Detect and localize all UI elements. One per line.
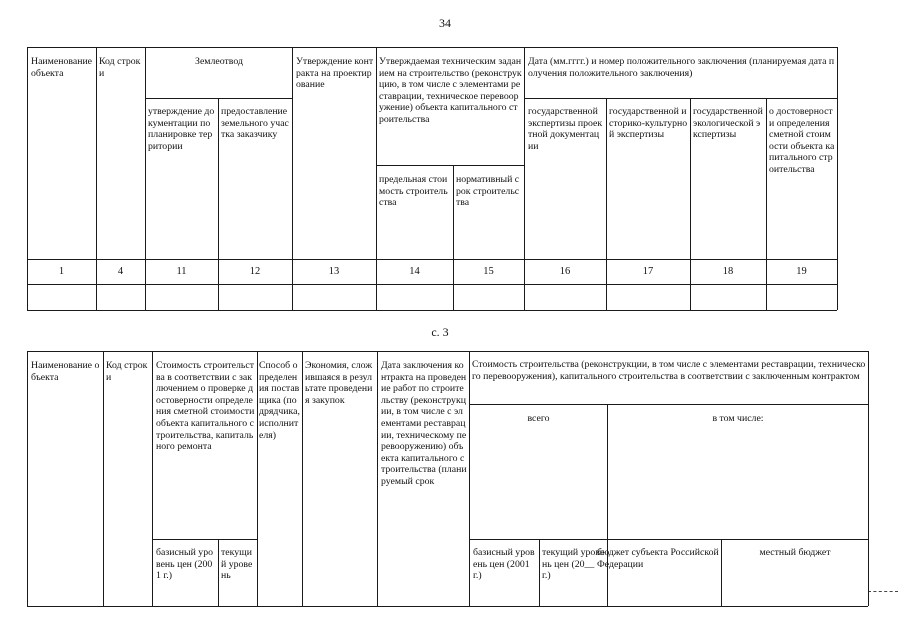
t1-col-number: 14 bbox=[409, 266, 420, 277]
t1-header-date-state: государственной экспертизы проектной документации bbox=[528, 106, 603, 152]
t2-header-cost: Стоимость строительства в соответствии с заключением о проверке достоверности определения сметной стоимости объекта капитального строительства, капитального ремонта bbox=[156, 360, 255, 453]
t1-header-date: Дата (мм.гггг.) и номер положительного заключения (планируемая дата получения положительного заключения) bbox=[528, 56, 835, 79]
t1-col-number: 1 bbox=[58, 266, 65, 277]
t2-header-method: Способ определения поставщика (подрядчика, исполнителя) bbox=[259, 360, 300, 441]
t1-col-number: 4 bbox=[117, 266, 124, 277]
t2-header-total-base: базисный уровень цен (2001 г.) bbox=[473, 547, 535, 582]
t1-header-task-cost: предельная стоимость строительства bbox=[379, 174, 448, 209]
t1-header-date-eco: государственной экологической экспертизы bbox=[693, 106, 763, 141]
t1-col-number: 19 bbox=[796, 266, 807, 277]
t1-col-number: 12 bbox=[249, 266, 261, 277]
t1-header-code: Код строки bbox=[99, 56, 141, 79]
t1-col-number: 11 bbox=[176, 266, 187, 277]
t2-header-name: Наименование объекта bbox=[31, 360, 100, 383]
t2-header-total: всего bbox=[527, 413, 550, 424]
page-number: 34 bbox=[439, 16, 451, 30]
t2-header-date: Дата заключения контракта на проведение работ по строительству (реконструкции, в том числе с элементами реставрации, техническому перевооружению) объекта капитального строительства (планируемый срок bbox=[381, 360, 467, 487]
t1-header-task-term: нормативный срок строительства bbox=[456, 174, 520, 209]
t1-col-number: 13 bbox=[328, 266, 340, 277]
t2-header-incl: в том числе: bbox=[712, 413, 764, 424]
t2-header-budget-local: местный бюджет bbox=[759, 547, 831, 558]
t2-header-code: Код строки bbox=[106, 360, 148, 383]
t2-header-cost-cur: текущий уровень bbox=[221, 547, 253, 582]
t1-header-task: Утверждаемая техническим заданием на строительство (реконструкцию, в том числе с элементами реставрации, техническое перевооружение) объекта капитального строительства bbox=[379, 56, 522, 125]
t1-col-number: 18 bbox=[722, 266, 734, 277]
t1-col-number: 17 bbox=[642, 266, 654, 277]
t2-header-econ: Экономия, сложившаяся в результате проведения закупок bbox=[305, 360, 373, 406]
t1-col-number: 16 bbox=[559, 266, 571, 277]
t1-header-contract: Утверждение контракта на проектирование bbox=[296, 56, 374, 91]
t2-header-budget-region: бюджет субъекта Российской Федерации bbox=[597, 547, 719, 570]
t1-header-land: Землеотвод bbox=[195, 56, 243, 67]
t2-header-total-cur: текущий уровень цен (20__ г.) bbox=[542, 547, 605, 582]
t1-col-number: 15 bbox=[483, 266, 494, 277]
t2-header-contract-cost: Стоимость строительства (реконструкции, в том числе с элементами реставрации, технического перевооружения), капитального строительства в соответствии с заключенным контрактом bbox=[472, 359, 866, 382]
t2-header-cost-base: базисный уровень цен (2001 г.) bbox=[156, 547, 214, 582]
t1-header-date-hist: государственной историко-культурной экспертизы bbox=[609, 106, 688, 141]
t1-header-name: Наименование объекта bbox=[31, 56, 93, 79]
t1-header-land-give: предоставление земельного участка заказчику bbox=[221, 106, 289, 141]
t1-header-date-cost: о достоверности определения сметной стоимости объекта капитального строительства bbox=[769, 106, 835, 175]
t1-header-land-plan: утверждение документации по планировке территории bbox=[148, 106, 215, 152]
section-label: с. 3 bbox=[431, 325, 449, 339]
